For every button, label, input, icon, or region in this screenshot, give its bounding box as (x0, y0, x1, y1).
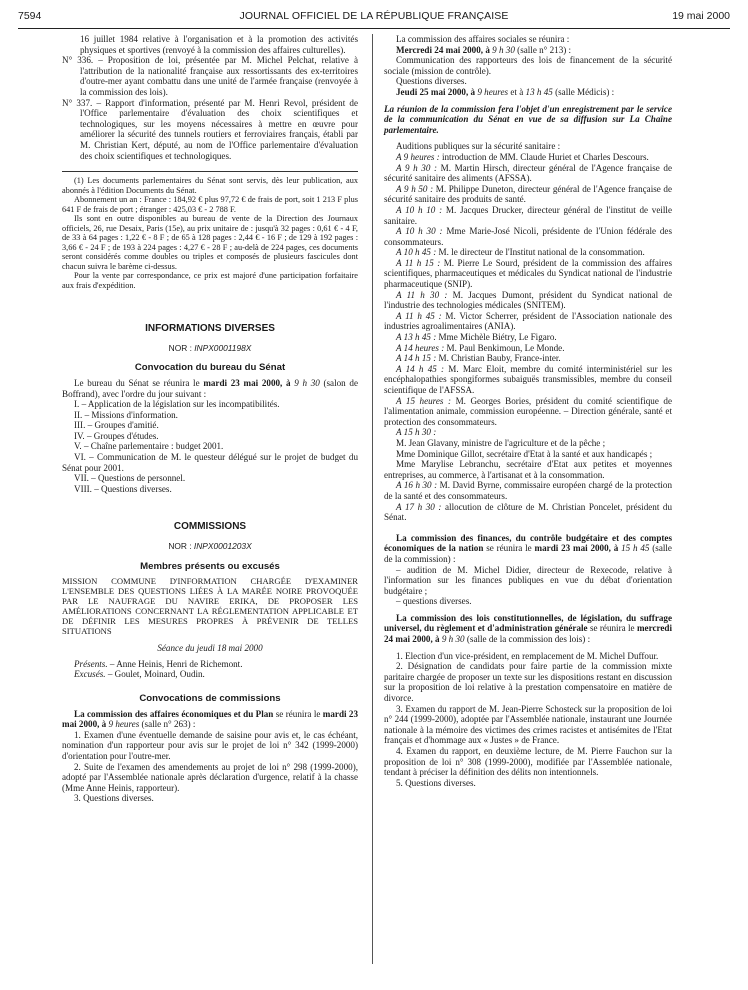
audition-item: A 11 h 45 : M. Victor Scherrer, président de l'Association nationale des industries agroalimentaires (ANIA). (384, 310, 672, 332)
eco-item: 1. Examen d'une éventuelle demande de saisine pour avis et, le cas échéant, nomination d'un rapporteur pour avis sur le projet de loi n° 342 (1999-2000) d'orientation pour l'outre-mer. (62, 729, 358, 761)
audition-item: A 16 h 30 : M. David Byrne, commissaire européen chargé de la protection de la santé et des consommateurs. (384, 480, 672, 501)
recording-notice: La réunion de la commission fera l'objet d'un enregistrement par le service de la communication du Sénat en vue de sa diffusion sur La Chaîne parlementaire. (384, 103, 672, 135)
page-number: 7594 (18, 10, 42, 22)
header-rule (18, 28, 730, 29)
audition-item: A 11 h 30 : M. Jacques Dumont, président du Syndicat national de l'industrie des technologies médicales (SNITEM). (384, 289, 673, 311)
audition-item: A 15 h 30 : (396, 427, 437, 438)
column-divider (372, 34, 373, 964)
agenda-item: IV. – Groupes d'études. (74, 430, 159, 441)
section-heading-commissions: COMMISSIONS (173, 521, 247, 533)
item-text: – Proposition de loi, présentée par M. Michel Pelchat, relative à l'attribution de la nationalité française aux ressortissants des ex-territoires d'outre-mer ayant combattu dans une unité de l'armée française (renvoyée à la commission des lois). (80, 55, 358, 97)
laws-item: 4. Examen du rapport, en deuxième lecture, de M. Pierre Fauchon sur la proposition de loi n° 308 (1999-2000), modifiée par l'Assemblée nationale, tendant à préciser la définition des délits non intentionnels. (384, 746, 672, 778)
subheading-convocation-bureau: Convocation du bureau du Sénat (134, 362, 286, 374)
finance-commission-intro: La commission des finances, du contrôle budgétaire et des comptes économiques de la nation se réunira le mardi 23 mai 2000, à 15 h 45 (salle de la commission) : (384, 532, 672, 564)
audition-speaker: Mme Marylise Lebranchu, secrétaire d'Etat aux petites et moyennes entreprises, au commerce, à l'artisanat et à la consommation. (384, 459, 672, 480)
laws-item: 5. Questions diverses. (396, 777, 476, 788)
item-text: – Rapport d'information, présenté par M. Henri Revol, président de l'Office parlementaire d'évaluation des choix scientifiques et technologiques, sur les moyens nécessaires à mettre en œuvre pour améliorer la sécurité des tunnels routiers et ferroviaires français, établi par M. Christian Kert, député, au nom de l'Office parlementaire d'évaluation des choix scientifiques et technologiques. (80, 97, 358, 161)
audition-speaker: Mme Dominique Gillot, secrétaire d'Etat à la santé et aux handicapés ; (396, 448, 653, 459)
audition-item: A 14 h 15 : M. Christian Bauby, France-inter. (396, 353, 561, 364)
footnote-mail-order: Pour la vente par correspondance, ce prix est majoré d'une participation forfaitaire aux frais d'expédition. (62, 271, 358, 290)
footnote-1: (1) Les documents parlementaires du Sénat sont servis, dès leur publication, aux abonnés à l'édition Documents du Sénat. (62, 176, 358, 195)
social-item: Questions diverses. (396, 76, 467, 87)
auditions-intro: Auditions publiques sur la sécurité sanitaire : (396, 141, 561, 152)
social-date-2: Jeudi 25 mai 2000, à 9 heures et à 13 h 45 (salle Médicis) : (396, 86, 615, 97)
footnotes (62, 176, 358, 290)
eco-item: 2. Suite de l'examen des amendements au projet de loi n° 298 (1999-2000), adopté par l'Assemblée nationale après déclaration d'urgence, relatif à la chasse (Mme Anne Heinis, rapporteur). (62, 761, 358, 793)
auditions-list (384, 152, 672, 523)
social-item: Communication des rapporteurs des lois de financement de la sécurité sociale (mission de contrôle). (384, 55, 672, 76)
footnote-subscription: Abonnement un an : France : 184,92 € plus 97,72 € de frais de port, soit 1 213 F plus 641 F de frais de port ; étranger : 425,03 € - 2 788 F. (62, 195, 358, 214)
agenda-item: I. – Application de la législation sur les incompatibilités. (74, 399, 280, 410)
laws-item: 2. Désignation de candidats pour faire partie de la commission mixte paritaire chargée de proposer un texte sur les dispositions restant en discussion sur la proposition de loi relative à la prestation compensatoire en matière de divorce. (384, 661, 672, 704)
section-heading-informations: INFORMATIONS DIVERSES (145, 323, 275, 335)
left-column (62, 34, 358, 804)
social-date-1: Mercredi 24 mai 2000, à 9 h 30 (salle n° 213) : (396, 44, 572, 55)
agenda-item: II. – Missions d'information. (74, 409, 178, 420)
eco-commission-intro: La commission des affaires économiques et du Plan se réunira le mardi 23 mai 2000, à 9 heures (salle n° 263) : (62, 708, 358, 730)
agenda-item: VII. – Questions de personnel. (74, 473, 186, 484)
document-item-336 (62, 55, 358, 97)
item-number: N° 337. (62, 97, 93, 108)
right-column (384, 34, 672, 788)
agenda-item: VI. – Communication de M. le questeur délégué sur le projet de budget du Sénat pour 2001. (62, 452, 358, 473)
nor-reference: NOR : INPX0001203X (168, 541, 252, 552)
laws-commission-intro: La commission des lois constitutionnelles, de législation, du suffrage universel, du règlement et d'administration générale se réunira le mercredi 24 mai 2000, à 9 h 30 (salle de la commission des lois) : (384, 612, 672, 645)
audition-item: A 11 h 15 : M. Pierre Le Sourd, président de la commission des affaires scientifiques, pharmaceutiques et médicales du Syndicat national de l'industrie pharmaceutique (SNIP). (384, 257, 672, 290)
presents-line: Présents. – Anne Heinis, Henri de Richemont. (74, 658, 243, 669)
journal-title: JOURNAL OFFICIEL DE LA RÉPUBLIQUE FRANÇAISE (239, 10, 509, 22)
agenda-item: VIII. – Questions diverses. (74, 483, 172, 494)
eco-item: 3. Questions diverses. (74, 793, 154, 804)
agenda-list (62, 399, 358, 494)
subheading-membres: Membres présents ou excusés (140, 560, 280, 572)
audition-item: A 13 h 45 : Mme Michèle Biétry, Le Figaro. (396, 332, 557, 343)
audition-item: A 9 h 50 : M. Philippe Duneton, directeur général de l'Agence française de sécurité sanitaire des produits de santé. (384, 183, 673, 205)
nor-reference: NOR : INPX0001198X (168, 342, 252, 353)
laws-item: 1. Election d'un vice-président, en remplacement de M. Michel Duffour. (396, 650, 659, 661)
footnote-rule (62, 171, 358, 172)
agenda-item: V. – Chaîne parlementaire : budget 2001. (74, 441, 224, 452)
agenda-item: III. – Groupes d'amitié. (74, 420, 159, 431)
finance-item: – audition de M. Michel Didier, directeur de Rexecode, relative à l'information sur les finances publiques en vue du débat d'orientation budgétaire ; (384, 564, 672, 596)
continued-text: 16 juillet 1984 relative à l'organisation et à la promotion des activités physiques et sportives (renvoyé à la commission des affaires culturelles). (80, 34, 358, 55)
audition-item: A 15 heures : M. Georges Bories, président du comité scientifique de l'alimentation animale, commission européenne. – Direction générale, santé et protection des consommateurs. (384, 395, 673, 427)
audition-item: A 10 h 10 : M. Jacques Drucker, directeur général de l'institut de veille sanitaire. (384, 204, 672, 226)
audition-item: A 10 h 30 : Mme Marie-José Nicoli, présidente de l'Union fédérale des consommateurs. (384, 226, 673, 247)
item-number: N° 336. (62, 55, 94, 66)
audition-item: A 10 h 45 : M. le directeur de l'Institut national de la consommation. (396, 247, 645, 258)
excuses-line: Excusés. – Goulet, Moinard, Oudin. (74, 669, 205, 680)
issue-date: 19 mai 2000 (672, 10, 730, 22)
convocation-bureau-text: Le bureau du Sénat se réunira le mardi 23 mai 2000, à 9 h 30 (salon de Boffrand), avec l'ordre du jour suivant : (62, 377, 358, 399)
audition-item: A 9 h 30 : M. Martin Hirsch, directeur général de l'Agence française de sécurité sanitaire des aliments (AFSSA). (384, 162, 672, 184)
audition-item: A 14 heures : M. Paul Benkimoun, Le Monde. (396, 342, 565, 353)
audition-item: A 9 heures : introduction de MM. Claude Huriet et Charles Descours. (396, 151, 649, 162)
audition-item: A 14 h 45 : M. Marc Eloit, membre du comité interministériel sur les encéphalopathies spongiformes subaiguës transmissibles, membre du conseil scientifique de l'AFSSA. (384, 363, 672, 395)
page-header (18, 6, 730, 24)
footnote-prices: Ils sont en outre disponibles au bureau de vente de la Direction des Journaux officiels, 26, rue Desaix, Paris (15e), au prix unitaire de : jusqu'à 32 pages : 0,61 € - 4 F, de 33 à 64 pages : 1,22 € - 8 F ; de 65 à 128 pages : 2,44 € - 16 F ; de 129 à 192 pages : 3,66 € - 24 F ; de 193 à 224 pages : 4,27 € - 28 F ; au-delà de 224 pages, ces documents seront considérés comme doubles ou triples et composés de plusieurs fascicules dont chacun suivra le barème ci-dessus. (62, 214, 358, 271)
audition-speaker: M. Jean Glavany, ministre de l'agriculture et de la pêche ; (396, 437, 606, 448)
finance-item: – questions diverses. (396, 596, 472, 607)
mission-title: MISSION COMMUNE D'INFORMATION CHARGÉE D'EXAMINER L'ENSEMBLE DES QUESTIONS LIÉES À LA MARÉE NOIRE PROVOQUÉE PAR LE NAUFRAGE DU NAVIRE ERIKA, DE PROPOSER LES AMÉLIORATIONS CONCERNANT LA RÉGLEMENTATION APPLICABLE ET DE DÉFINIR LES MESURES PROPRES À PRÉVENIR DE TELLES SITUATIONS (62, 576, 358, 637)
session-date: Séance du jeudi 18 mai 2000 (157, 643, 263, 654)
laws-item: 3. Examen du rapport de M. Jean-Pierre Schosteck sur la proposition de loi n° 244 (1999-2000), adoptée par l'Assemblée nationale, instaurant une Journée nationale à la mémoire des victimes des crimes racistes et antisémites de l'Etat français et d'hommage aux « Justes » de France. (384, 703, 672, 746)
document-item-337 (62, 98, 358, 162)
audition-item: A 17 h 30 : allocution de clôture de M. Christian Poncelet, président du Sénat. (384, 501, 673, 523)
subheading-convocations-commissions: Convocations de commissions (139, 693, 281, 704)
social-commission-intro: La commission des affaires sociales se réunira : (396, 34, 570, 44)
